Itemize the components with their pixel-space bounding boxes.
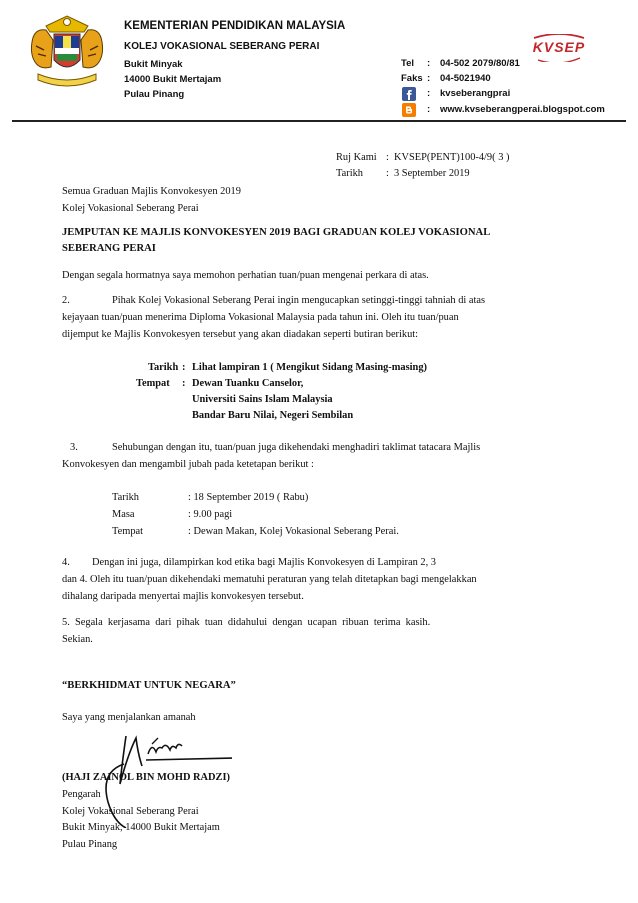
- briefing-time-value: : 9.00 pagi: [188, 509, 233, 520]
- kvsep-logo-text: KVSEP: [532, 39, 586, 55]
- facebook-icon: [402, 87, 416, 101]
- contact-tel-label: Tel: [401, 58, 415, 69]
- ref-date-value: 3 September 2019: [394, 168, 470, 179]
- briefing-venue-label: Tempat: [112, 526, 144, 537]
- contact-fax-label: Faks: [401, 73, 423, 84]
- event-venue-line-2: Universiti Sains Islam Malaysia: [192, 394, 333, 405]
- signatory-line-3: Pulau Pinang: [62, 839, 118, 850]
- ref-date-colon: :: [386, 168, 389, 179]
- para3-line-1: Sehubungan dengan itu, tuan/puan juga dikehendaki menghadiri taklimat tatacara Majlis: [112, 442, 481, 453]
- college-address-2: 14000 Bukit Mertajam: [124, 74, 222, 85]
- recipient-line-1: Semua Graduan Majlis Konvokesyen 2019: [62, 186, 241, 197]
- ministry-name: KEMENTERIAN PENDIDIKAN MALAYSIA: [124, 20, 346, 32]
- event-date-colon: :: [182, 362, 186, 373]
- contact-facebook-value: kvseberangprai: [440, 88, 511, 99]
- ref-ruj-label: Ruj Kami: [336, 152, 377, 163]
- para2-number: 2.: [62, 295, 70, 306]
- contact-blog-value: www.kvseberangperai.blogspot.com: [440, 104, 605, 115]
- para4-line-2: dan 4. Oleh itu tuan/puan dikehendaki mematuhi peraturan yang telah ditetapkan bagi mengelakkan: [62, 574, 477, 585]
- contact-tel-sep: :: [427, 58, 431, 69]
- briefing-time-label: Masa: [112, 509, 135, 520]
- signatory-name: (HAJI ZAINOL BIN MOHD RADZI): [62, 772, 230, 783]
- closing-phrase: Saya yang menjalankan amanah: [62, 712, 196, 723]
- para3-line-2: Konvokesyen dan mengambil jubah pada ketetapan berikut :: [62, 459, 314, 470]
- contact-fax-sep: :: [427, 73, 431, 84]
- signatory-line-2: Bukit Minyak, 14000 Bukit Mertajam: [62, 822, 220, 833]
- motto: “BERKHIDMAT UNTUK NEGARA”: [62, 680, 236, 691]
- college-name: KOLEJ VOKASIONAL SEBERANG PERAI: [124, 41, 320, 52]
- letterhead-divider: [12, 120, 626, 122]
- para4-line-3: dihalang daripada menyertai majlis konvokesyen tersebut.: [62, 591, 304, 602]
- event-date-label: Tarikh: [148, 362, 179, 373]
- event-venue-colon: :: [182, 378, 186, 389]
- para4-line-1: Dengan ini juga, dilampirkan kod etika bagi Majlis Konvokesyen di Lampiran 2, 3: [92, 557, 436, 568]
- ref-ruj-colon: :: [386, 152, 389, 163]
- event-venue-line-3: Bandar Baru Nilai, Negeri Sembilan: [192, 410, 354, 421]
- contact-blog-sep: :: [427, 104, 431, 115]
- para3-number: 3.: [70, 442, 78, 453]
- briefing-date-label: Tarikh: [112, 492, 139, 503]
- ref-date-label: Tarikh: [336, 168, 363, 179]
- para5-line-1: 5. Segala kerjasama dari pihak tuan didahului dengan ucapan ribuan terima kasih.: [62, 617, 431, 628]
- recipient-line-2: Kolej Vokasional Seberang Perai: [62, 203, 199, 214]
- ref-ruj-value: KVSEP(PENT)100-4/9( 3 ): [394, 152, 510, 163]
- event-date-value: Lihat lampiran 1 ( Mengikut Sidang Masing-masing): [192, 362, 427, 373]
- college-address-3: Pulau Pinang: [124, 89, 185, 100]
- para5-line-2: Sekian.: [62, 634, 93, 645]
- contact-facebook-sep: :: [427, 88, 431, 99]
- subject-line-2: SEBERANG PERAI: [62, 243, 156, 254]
- signatory-line-1: Kolej Vokasional Seberang Perai: [62, 806, 199, 817]
- event-venue-line-1: Dewan Tuanku Canselor,: [192, 378, 304, 389]
- contact-fax-value: 04-5021940: [440, 73, 491, 84]
- briefing-date-value: : 18 September 2019 ( Rabu): [188, 492, 309, 503]
- coat-of-arms-icon: [26, 12, 108, 94]
- para2-line-1: Pihak Kolej Vokasional Seberang Perai ingin mengucapkan setinggi-tinggi tahniah di atas: [112, 295, 486, 306]
- para2-line-3: dijemput ke Majlis Konvokesyen tersebut yang akan diadakan seperti butiran berikut:: [62, 329, 419, 340]
- kvsep-logo: [528, 34, 590, 62]
- briefing-venue-value: : Dewan Makan, Kolej Vokasional Seberang Perai.: [188, 526, 399, 537]
- college-address-1: Bukit Minyak: [124, 59, 183, 70]
- para4-number: 4.: [62, 557, 70, 568]
- blogger-icon: [402, 103, 416, 117]
- para2-line-2: kejayaan tuan/puan menerima Diploma Vokasional Malaysia pada tahun ini. Oleh itu tuan/puan: [62, 312, 459, 323]
- event-venue-label: Tempat: [136, 378, 170, 389]
- signatory-title: Pengarah: [62, 789, 101, 800]
- contact-tel-value: 04-502 2079/80/81: [440, 58, 520, 69]
- subject-line-1: JEMPUTAN KE MAJLIS KONVOKESYEN 2019 BAGI GRADUAN KOLEJ VOKASIONAL: [62, 227, 491, 238]
- opening-paragraph: Dengan segala hormatnya saya memohon perhatian tuan/puan mengenai perkara di atas.: [62, 270, 429, 281]
